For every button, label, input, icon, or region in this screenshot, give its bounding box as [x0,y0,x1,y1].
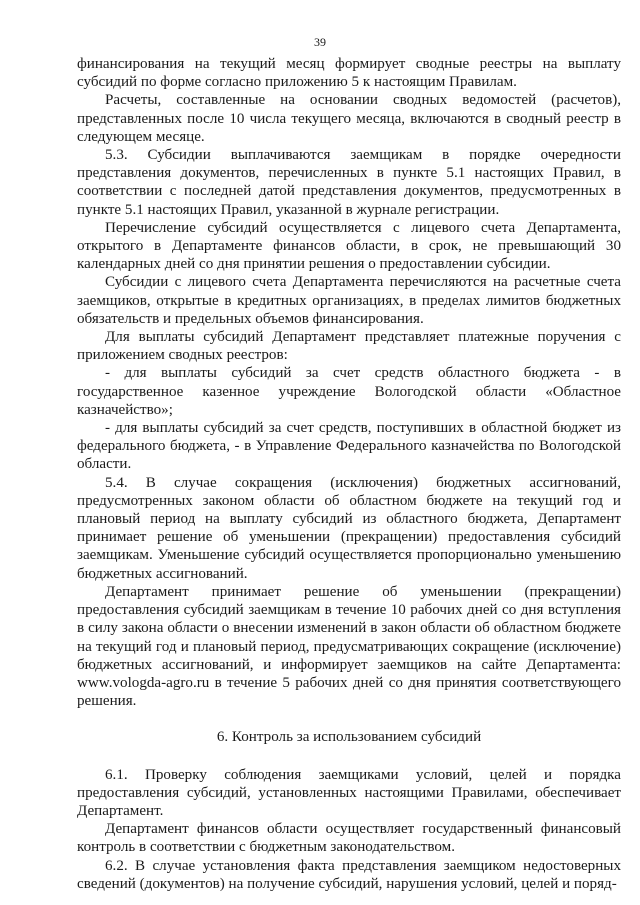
paragraph: Расчеты, составленные на основании сводных ведомостей (расчетов), представленных после 10 числа текущего месяца, включаются в сводный реестр в следующем месяце. [77,92,621,145]
paragraph: Субсидии с лицевого счета Департамента перечисляются на расчетные счета заемщиков, открытые в кредитных организациях, в пределах лимитов бюджетных обязательств и предельных объемов финансирования. [77,274,621,327]
page-number: 39 [314,35,326,49]
paragraph-5-3: 5.3. Субсидии выплачиваются заемщикам в порядке очередности представления документов, перечисленных в пункте 5.1 настоящих Правил, в соответствии с последней датой представления документов, предусмотренных в пункте 5.1 настоящих Правил, указанной в журнале регистрации. [77,147,621,218]
page-content [77,55,621,893]
paragraph: Перечисление субсидий осуществляется с лицевого счета Департамента, открытого в Департаменте финансов области, в срок, не превышающий 30 календарных дней со дня принятии решения о предоставлении субсидии. [77,219,621,273]
paragraph: Для выплаты субсидий Департамент представляет платежные поручения с приложением сводных реестров: [77,329,621,364]
paragraph-5-4: 5.4. В случае сокращения (исключения) бюджетных ассигнований, предусмотренных законом области об областном бюджете на текущий год и плановый период на выплату субсидий из областного бюджета, Департамент принимает решение об уменьшении (прекращении) предоставления субсидий заемщикам. Уменьшение субсидий осуществляется пропорционально уменьшению бюджетных ассигнований. [77,474,621,582]
list-item: - для выплаты субсидий за счет средств областного бюджета - в государственное казенное учреждение Вологодской области «Областное казначейство»; [77,365,621,418]
paragraph: Департамент принимает решение об уменьшении (прекращении) предоставления субсидий заемщикам в течение 10 рабочих дней со дня вступления в силу закона области о внесении изменений в закон области об областном бюджете на текущий год и плановый период, предусматривающих сокращение (исключение) бюджетных ассигнований, и информирует заемщиков на сайте Департамента: www.vologda-agro.ru в течение 5 рабочих дней со дня принятия соответствующего решения. [77,583,621,710]
paragraph: Департамент финансов области осуществляет государственный финансовый контроль в соответствии с бюджетным законодательством. [77,821,621,856]
section-heading: 6. Контроль за использованием субсидий [216,729,482,746]
paragraph-6-1: 6.1. Проверку соблюдения заемщиками условий, целей и порядка предоставления субсидий, установленных настоящими Правилами, обеспечивает Департамент. [77,766,621,819]
paragraph-6-2: 6.2. В случае установления факта представления заемщиком недостоверных сведений (документов) на получение субсидий, нарушения условий, целей и поряд- [77,857,621,892]
list-item: - для выплаты субсидий за счет средств, поступивших в областной бюджет из федерального бюджета, - в Управление Федерального казначейства по Вологодской области. [77,420,621,473]
paragraph-continuation: финансирования на текущий месяц формирует сводные реестры на выплату субсидий по форме согласно приложению 5 к настоящим Правилам. [77,56,621,91]
